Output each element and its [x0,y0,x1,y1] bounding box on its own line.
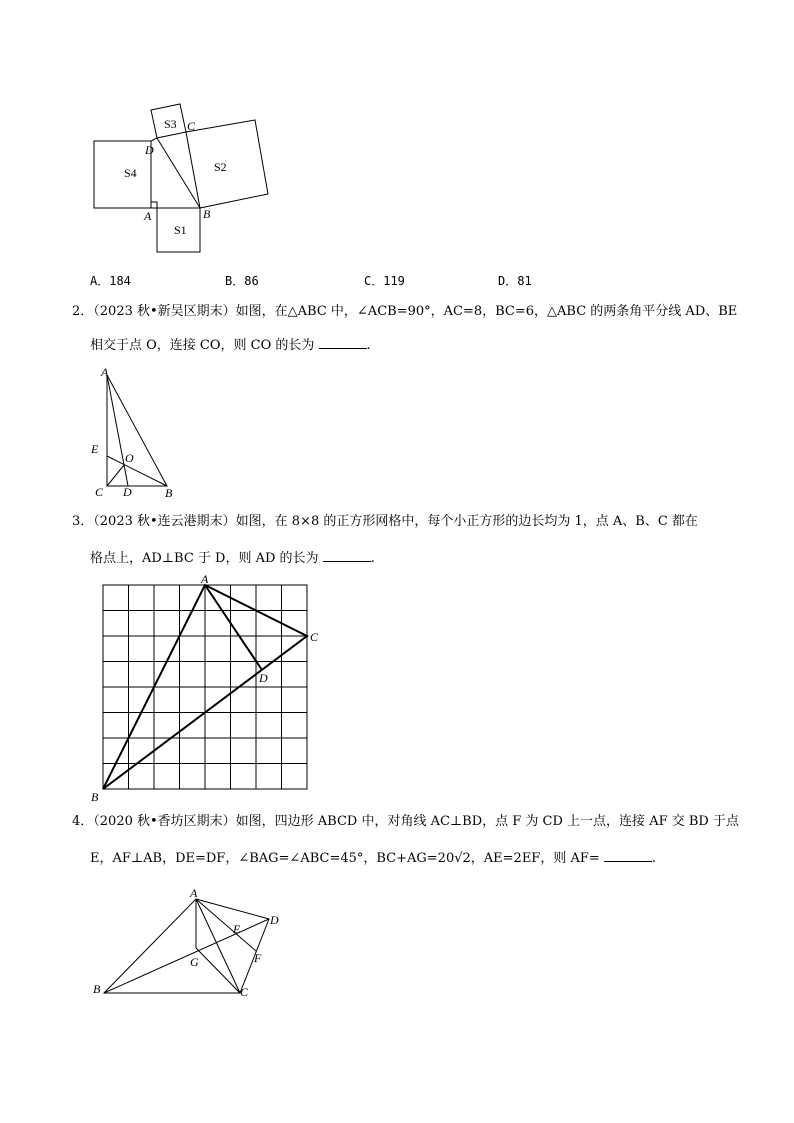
square-s2 [186,120,268,208]
diagonal-ac [196,899,240,993]
label-g: G [190,955,199,969]
label-a: A [101,365,109,379]
q1-option-d: D．81 [498,274,532,288]
label-c: C [240,985,249,999]
q1-option-b: B．86 [225,274,259,288]
q4-figure [86,880,286,1000]
label-s3: S3 [164,117,177,131]
label-a: A [190,886,198,900]
bisector-be [107,456,167,486]
q4-text-line1: 4．（2020 秋•香坊区期末）如图，四边形 ABCD 中，对角线 AC⊥BD，点 F 为 CD 上一点，连接 AF 交 BD 于点 [72,814,739,829]
label-d: D [270,913,279,927]
label-s1: S1 [174,223,187,237]
label-o: O [125,451,134,465]
square-s4 [94,141,151,208]
label-s4: S4 [124,166,137,180]
q2-figure [86,362,186,502]
label-b: B [93,982,101,996]
q2-text-line1: 2．（2023 秋•新吴区期末）如图，在△ABC 中，∠ACB=90°，AC=8，BC=6，△ABC 的两条角平分线 AD、BE [72,304,738,319]
q3-text-line2: 格点上，AD⊥BC 于 D，则 AD 的长为 [90,551,319,566]
quadrilateral-abcd [104,899,269,993]
label-d: D [123,485,132,499]
label-c: C [95,485,104,499]
q1-option-c: C．119 [364,274,405,288]
label-e: E [233,922,241,936]
q3-answer-blank[interactable] [323,549,371,562]
triangle-abc [107,375,167,486]
q2-text-line2: 相交于点 O，连接 CO，则 CO 的长为 [90,338,315,353]
q4-text-line2: E，AF⊥AB，DE=DF，∠BAG=∠ABC=45°，BC+AG=20√2，AE=2EF，则 AF= [90,851,600,866]
label-b: B [91,790,99,804]
label-d: D [259,671,268,685]
label-b: B [165,486,173,500]
label-a: A [201,572,209,586]
segment-co [107,465,124,486]
q1-option-a: A．184 [90,274,131,288]
grid [103,585,307,789]
q1-figure [88,100,278,260]
triangle-abc [151,138,200,208]
label-e: E [91,442,99,456]
q3-text-line1: 3．（2023 秋•连云港期末）如图，在 8×8 的正方形网格中，每个小正方形的边长均为 1，点 A、B、C 都在 [72,514,698,529]
segment-gc [196,948,240,993]
right-angle-mark [151,202,157,208]
q4-answer-blank[interactable] [604,849,652,862]
label-a: A [144,209,152,223]
bisector-ad [107,375,128,486]
label-b: B [203,207,211,221]
q3-text-line2-wrap: 格点上，AD⊥BC 于 D，则 AD 的长为 . [90,551,375,566]
segment-ad [205,585,262,670]
q2-text-line2-wrap: 相交于点 O，连接 CO，则 CO 的长为 . [90,338,371,353]
label-s2: S2 [214,160,227,174]
label-c: C [310,630,319,644]
label-c: C [187,119,196,133]
q4-text-line2-wrap: E，AF⊥AB，DE=DF，∠BAG=∠ABC=45°，BC+AG=20√2，AE=2EF，则 AF= . [90,851,657,866]
label-f: F [254,951,262,965]
q3-figure [86,570,326,805]
q2-answer-blank[interactable] [319,336,367,349]
label-d: D [145,143,154,157]
